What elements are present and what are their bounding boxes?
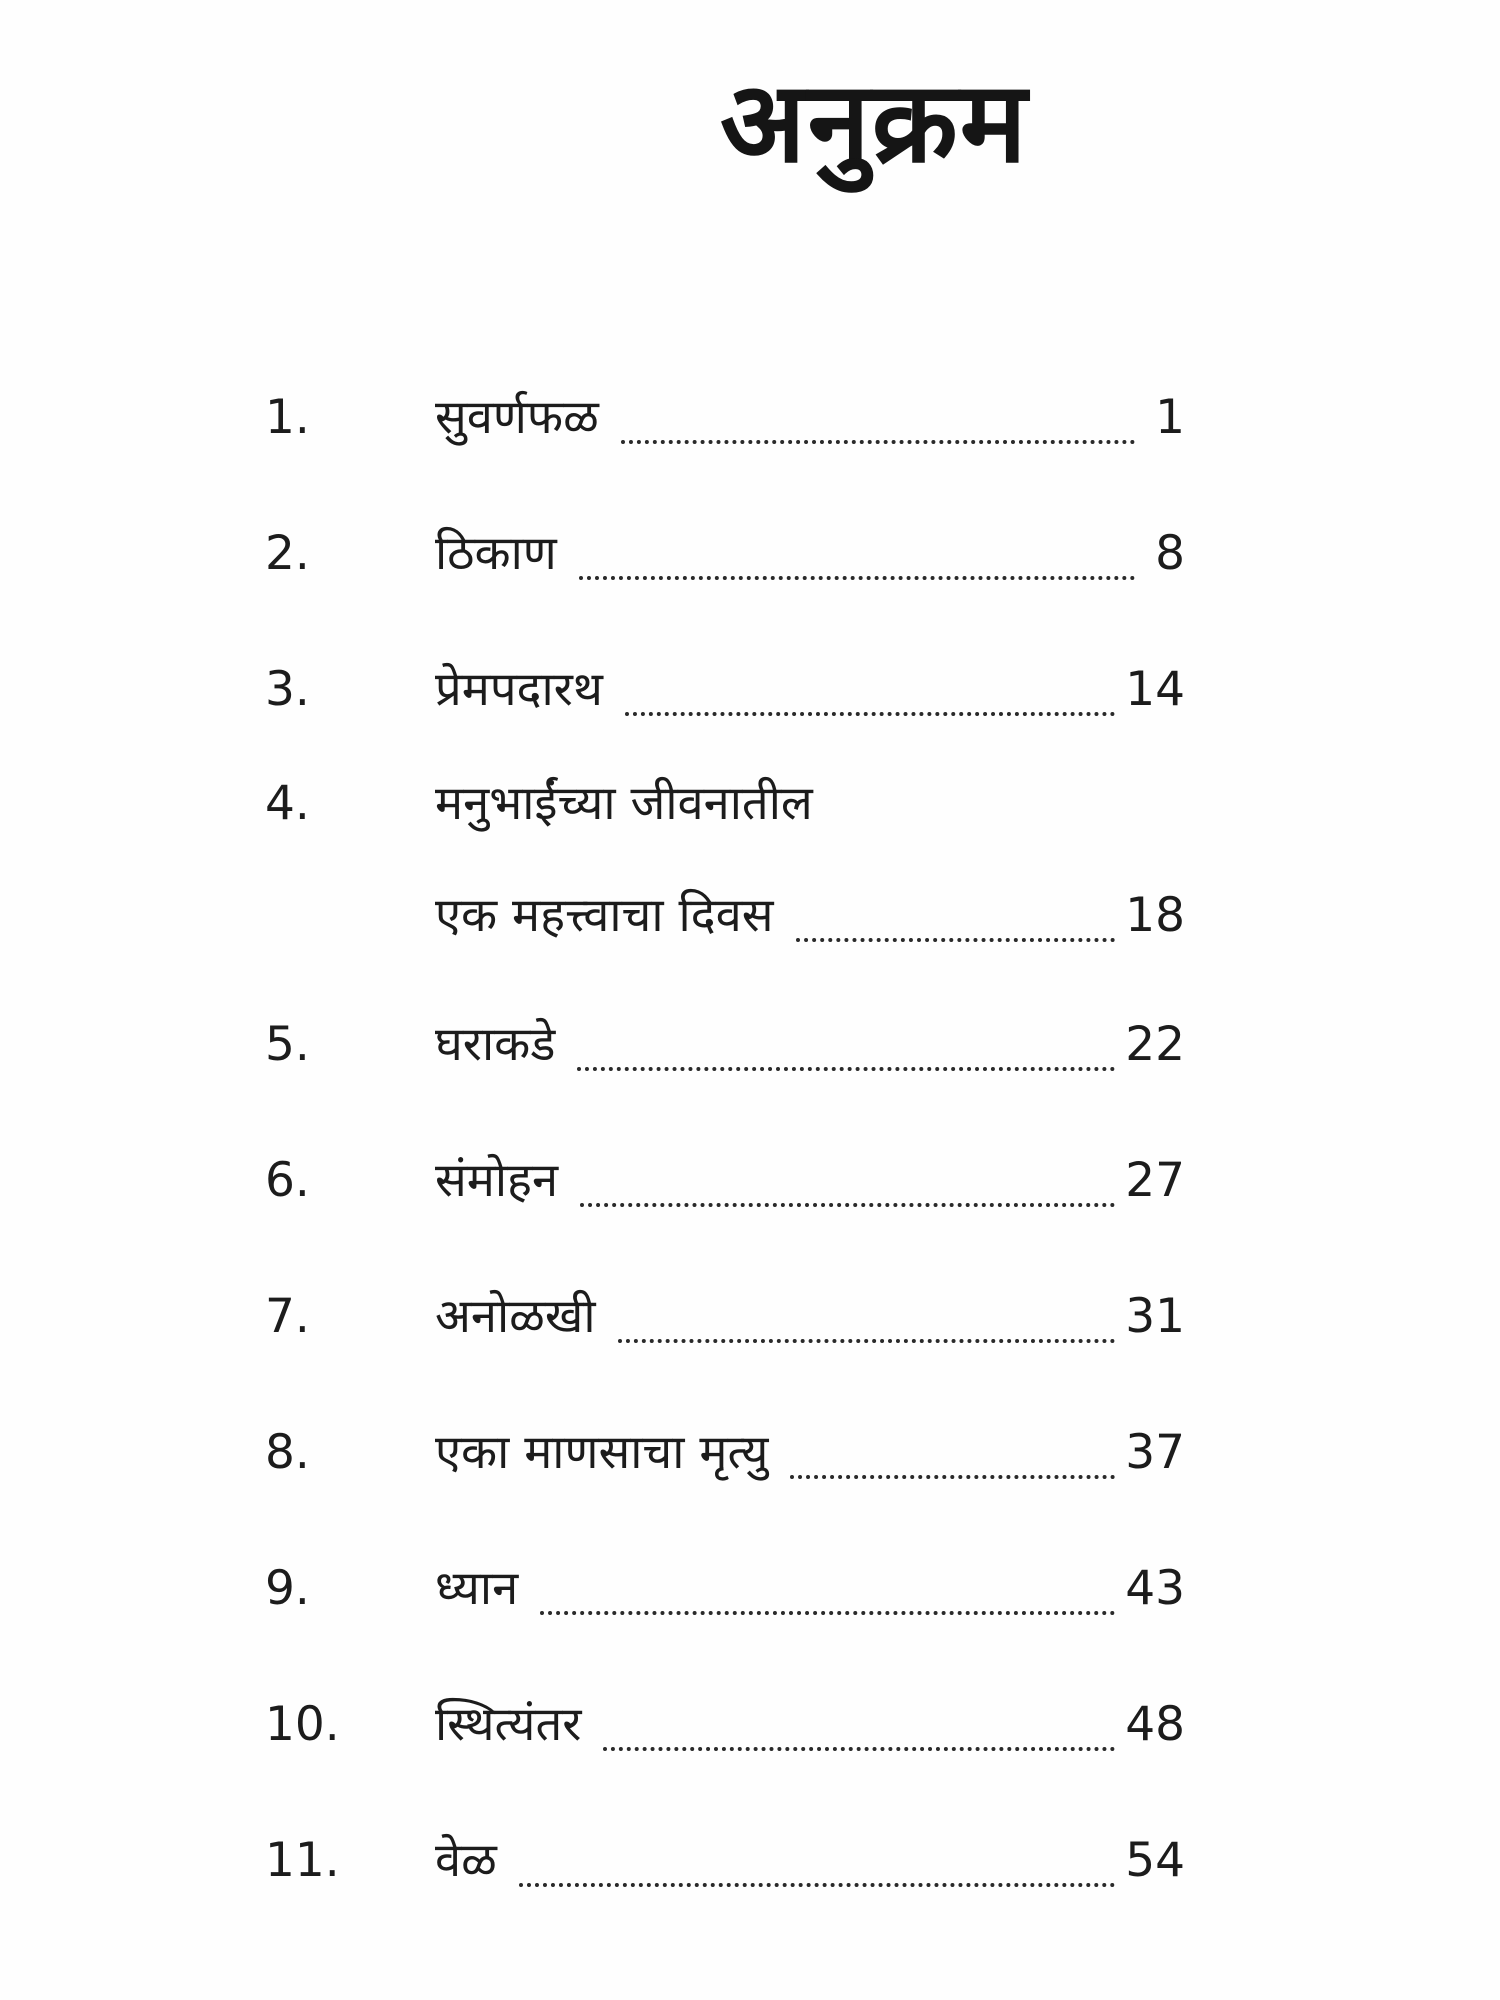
dot-leader <box>580 1202 1115 1207</box>
dot-leader <box>790 1474 1115 1479</box>
dot-leader <box>579 575 1135 580</box>
toc-entry-8 <box>265 1413 1185 1493</box>
toc-entry-11 <box>265 1821 1185 1901</box>
dot-leader <box>625 711 1115 716</box>
page-number: 1 <box>1155 390 1185 445</box>
chapter-title-line2: एक महत्त्वाचा दिवस <box>435 888 774 943</box>
chapter-number: 3. <box>265 662 310 717</box>
toc-entry-1 <box>265 378 1185 458</box>
page-number: 43 <box>1125 1561 1185 1616</box>
dot-leader <box>577 1066 1115 1071</box>
dot-leader <box>796 937 1116 942</box>
chapter-title: अनोळखी <box>435 1289 596 1344</box>
toc-entry-3 <box>265 650 1185 730</box>
chapter-number: 11. <box>265 1833 340 1888</box>
dot-leader <box>519 1882 1115 1887</box>
chapter-title: एका माणसाचा मृत्यु <box>435 1425 769 1480</box>
page-number: 14 <box>1125 662 1185 717</box>
page-number: 48 <box>1125 1697 1185 1752</box>
chapter-number: 4. <box>265 776 310 831</box>
chapter-number: 5. <box>265 1017 310 1072</box>
chapter-number: 8. <box>265 1425 310 1480</box>
chapter-title: ठिकाण <box>435 526 557 581</box>
dot-leader <box>618 1338 1116 1343</box>
chapter-title: ध्यान <box>435 1561 519 1616</box>
chapter-number: 9. <box>265 1561 310 1616</box>
page-number: 8 <box>1155 526 1185 581</box>
toc-entry-4-continuation <box>265 876 1185 956</box>
toc-entry-5 <box>265 1005 1185 1085</box>
toc-entry-9 <box>265 1549 1185 1629</box>
toc-entry-7 <box>265 1277 1185 1357</box>
chapter-title: घराकडे <box>435 1017 556 1072</box>
chapter-number: 1. <box>265 390 310 445</box>
chapter-title-line1: मनुभाईंच्या जीवनातील <box>435 776 813 831</box>
dot-leader <box>603 1746 1115 1751</box>
dot-leader <box>621 439 1135 444</box>
chapter-number: 2. <box>265 526 310 581</box>
dot-leader <box>540 1610 1115 1615</box>
chapter-title: प्रेमपदारथ <box>435 662 603 717</box>
chapter-number: 6. <box>265 1153 310 1208</box>
page-number: 22 <box>1125 1017 1185 1072</box>
page-number: 37 <box>1125 1425 1185 1480</box>
toc-entry-10 <box>265 1685 1185 1765</box>
chapter-title: संमोहन <box>435 1153 559 1208</box>
chapter-title: सुवर्णफळ <box>435 390 599 445</box>
page-number: 18 <box>1125 888 1185 943</box>
page-number: 31 <box>1125 1289 1185 1344</box>
chapter-title: स्थित्यंतर <box>435 1697 582 1752</box>
page-number: 54 <box>1125 1833 1185 1888</box>
toc-entry-4 <box>265 764 1185 844</box>
page-number: 27 <box>1125 1153 1185 1208</box>
chapter-number: 10. <box>265 1697 340 1752</box>
chapter-number: 7. <box>265 1289 310 1344</box>
page-title: अनुक्रम <box>720 58 1029 188</box>
toc-entry-6 <box>265 1141 1185 1221</box>
toc-entry-2 <box>265 514 1185 594</box>
chapter-title: वेळ <box>435 1833 497 1888</box>
